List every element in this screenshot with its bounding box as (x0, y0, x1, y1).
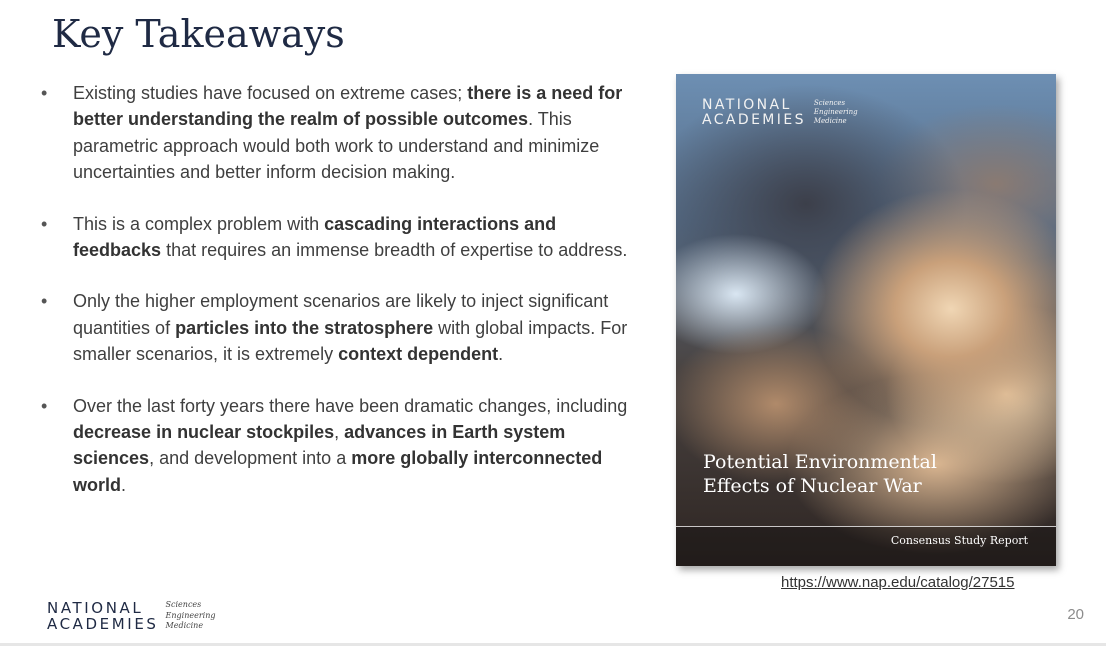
bullet-text: that requires an immense breadth of expertise to address. (161, 240, 628, 261)
bullet-emphasis: context dependent (338, 344, 499, 365)
cover-logo (702, 98, 858, 128)
footer-logo-sub: Medicine (165, 621, 204, 630)
takeaways-list (38, 80, 638, 523)
bullet-text: Only the higher employment scenarios are likely to inject significant quantities of (73, 291, 609, 338)
cover-logo-sub: Engineering (813, 108, 858, 116)
bullet-text: with global impacts. For smaller scenarios, it is extremely (73, 317, 628, 365)
footer-logo-line: ACADEMIES (47, 615, 159, 633)
catalog-link[interactable]: https://www.nap.edu/catalog/27515 (781, 574, 1015, 591)
bullet-item (38, 80, 638, 186)
cover-title-line: Potential Environmental (703, 451, 937, 473)
cover-title-line: Effects of Nuclear War (703, 475, 922, 497)
bullet-item (38, 288, 638, 367)
cover-logo-line: NATIONAL (702, 97, 792, 113)
bullet-text: . This parametric approach would both work to understand and minimize uncertainties and better inform decision making. (73, 109, 600, 183)
cover-logo-subtext (814, 98, 858, 126)
cover-logo-line: ACADEMIES (702, 112, 806, 128)
bullet-emphasis: particles into the stratosphere (175, 317, 434, 338)
bullet-emphasis: cascading interactions and feedbacks (73, 213, 557, 261)
cover-logo-wordmark (702, 98, 806, 128)
bullet-emphasis: advances in Earth system sciences (73, 422, 566, 469)
cover-divider (676, 526, 1056, 527)
page-number: 20 (1067, 606, 1084, 623)
bullet-text: Existing studies have focused on extreme cases; (73, 83, 468, 103)
footer-logo-subtext (166, 600, 216, 632)
bullet-text: . (121, 474, 127, 495)
bullet-item (38, 393, 638, 499)
bullet-emphasis: there is a need for better understanding the realm of possible outcomes (73, 83, 623, 130)
cover-subtitle: Consensus Study Report (890, 534, 1028, 547)
footer-logo-sub: Engineering (165, 610, 216, 620)
bullet-text: Over the last forty years there have been dramatic changes, including (73, 395, 628, 416)
footer-logo-wordmark (47, 600, 159, 632)
bullet-text: This is a complex problem with (73, 213, 325, 234)
cover-logo-sub: Sciences (813, 99, 846, 107)
cover-logo-sub: Medicine (813, 117, 847, 125)
footer-logo-sub: Sciences (165, 600, 202, 609)
bullet-emphasis: decrease in nuclear stockpiles (73, 422, 335, 443)
cover-title (703, 450, 937, 498)
report-cover-image (676, 74, 1056, 566)
bullet-text: , (334, 422, 345, 443)
slide-title: Key Takeaways (52, 12, 345, 56)
footer-logo-line: NATIONAL (47, 599, 144, 617)
bullet-item (38, 211, 638, 264)
bullet-text: . (498, 344, 504, 365)
bullet-emphasis: more globally interconnected world (73, 448, 603, 495)
bullet-text: , and development into a (149, 448, 352, 469)
footer-logo (47, 600, 215, 632)
